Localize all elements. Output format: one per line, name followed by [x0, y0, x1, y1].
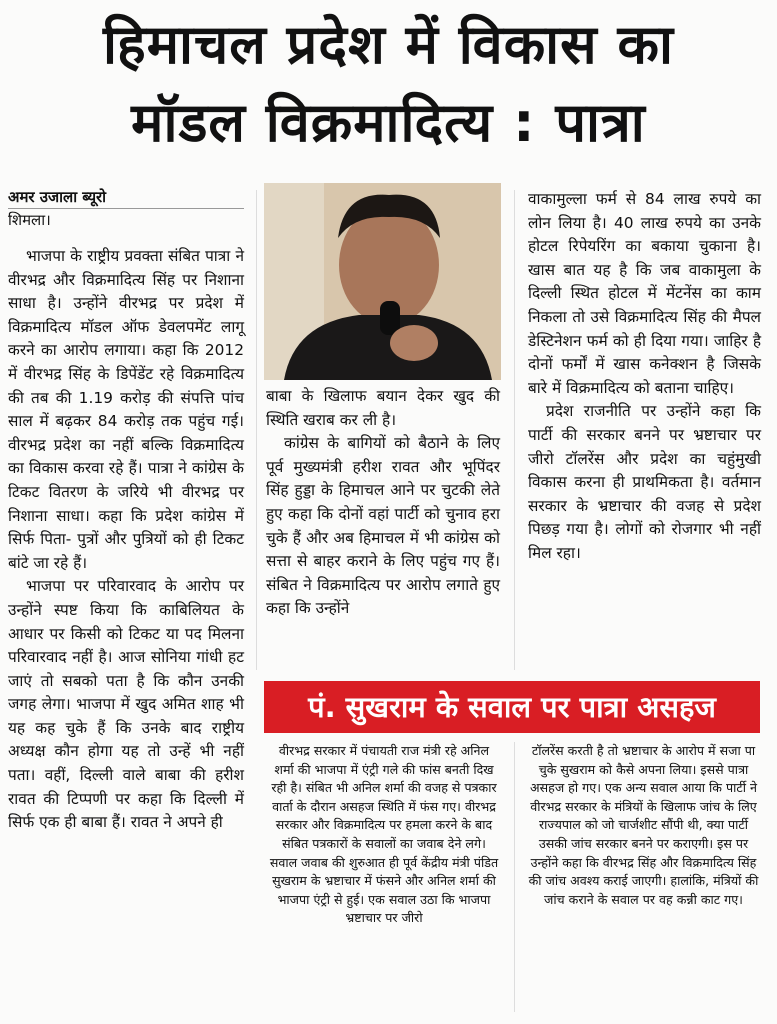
col2-paragraph-2: कांग्रेस के बागियों को बैठाने के लिए पूर्व मुख्यमंत्री हरीश रावत और भूपिंदर सिंह हुड्डा के हिमाचल आने पर चुटकी लेते हुए कहा कि दोनों वहां पार्टी को चुनाव हरा चुके हैं और अब हिमाचल में भी कांग्रेस को सत्ता से बाहर कराने के लिए पहुंच गए हैं। संबित ने विक्रमादित्य पर आरोप लगाते हुए कहा कि उन्होंने	[266, 434, 500, 618]
column-1	[8, 186, 244, 835]
sub-column-1: वीरभद्र सरकार में पंचायती राज मंत्री रहे अनिल शर्मा की भाजपा में एंट्री गले की फांस बनती दिख रही है। संबित भी अनिल शर्मा की वजह से पत्रकार वार्ता के दौरान असहज स्थिति में फंस गए। वीरभद्र सरकार और विक्रमादित्य पर हमला करने के बाद संबित पत्रकारों के सवालों का जवाब देने लगे। सवाल जवाब की शुरुआत ही पूर्व केंद्रीय मंत्री पंडित सुखराम के भ्रष्टाचार में फंसने और अनिल शर्मा की भाजपा एंट्री से हुई। एक सवाल उठा कि भाजपा भ्रष्टाचार पर जीरो	[269, 743, 499, 926]
column-divider-3	[514, 742, 515, 1012]
col1-paragraph-1: भाजपा के राष्ट्रीय प्रवक्ता संबित पात्रा ने वीरभद्र और विक्रमादित्य सिंह पर निशाना साधा है। उन्होंने वीरभद्र पर प्रदेश में विक्रमादित्य मॉडल ऑफ डेवलपमेंट लागू करने का आरोप लगाया। कहा कि 2012 में वीरभद्र सिंह के डिपेंडेंट रहे विक्रमादित्य की तब की 1.19 करोड़ की संपत्ति पांच साल में बढ़कर 84 करोड़ तक पहुंच गई। वीरभद्र प्रदेश का नहीं बल्कि विक्रमादित्य का विकास करवा रहे हैं। पात्रा ने कांग्रेस के टिकट वितरण के जरिये भी वीरभद्र पर निशाना साधा। कहा कि प्रदेश कांग्रेस में सिर्फ पिता- पुत्रों और पुत्रियों को ही टिकट बांटे जा रहे हैं।	[8, 247, 244, 572]
headline	[0, 6, 777, 162]
col1-paragraph-2: भाजपा पर परिवारवाद के आरोप पर उन्होंने स्पष्ट किया कि काबिलियत के आधार पर किसी को टिकट या पद मिलना परिवारवाद नहीं है। आज सोनिया गांधी हट जाएं तो सबको पता है कि कौन उनकी जगह लेगा। भाजपा में खुद अमित शाह भी यह कह चुके हैं कि उनके बाद राष्ट्रीय अध्यक्ष कौन होगा यह तो उन्हें भी नहीं पता। वहीं, दिल्ली वाले बाबा की हरीश रावत की टिप्पणी पर कहा कि दिल्ली में सिर्फ एक ही बाबा हैं। रावत ने अपने ही	[8, 577, 244, 832]
dateline: शिमला।	[8, 211, 51, 229]
column-2	[266, 385, 500, 621]
headline-line-1: हिमाचल प्रदेश में विकास का	[103, 13, 674, 76]
speaker-photo	[264, 183, 501, 380]
column-3	[528, 188, 761, 566]
col2-paragraph-1: बाबा के खिलाफ बयान देकर खुद की स्थिति खराब कर ली है।	[266, 387, 500, 429]
column-divider-1	[256, 190, 257, 670]
subhead-banner: पं. सुखराम के सवाल पर पात्रा असहज	[264, 681, 760, 733]
sub-column-2: टॉलरेंस करती है तो भ्रष्टाचार के आरोप में सजा पा चुके सुखराम को कैसे अपना लिया। इससे पात्रा असहज हो गए। एक अन्य सवाल आया कि पार्टी ने वीरभद्र सरकार के मंत्रियों के खिलाफ जांच के लिए राज्यपाल को जो चार्जशीट सौंपी थी, क्या पार्टी उसकी जांच सरकार बनने पर कराएगी। इस पर उन्होंने कहा कि वीरभद्र सिंह और विक्रमादित्य सिंह की जांच अवश्य कराई जाएगी। हालांकि, मंत्रियों की जांच कराने के सवाल पर वह कन्नी काट गए।	[528, 743, 759, 907]
col3-paragraph-1: वाकामुल्ला फर्म से 84 लाख रुपये का लोन लिया है। 40 लाख रुपये का उनके होटल रिपेयरिंग का बकाया चुकाना है। खास बात यह है कि जब वाकामुला के दिल्ली स्थित होटल में मेंटनेंस का काम निकला तो उसे विक्रमादित्य सिंह की मैपल डेस्टिनेशन फर्म को ही दिया गया। जाहिर है दोनों फर्मों में खास कनेक्शन है जिसके बारे में विक्रमादित्य को बताना चाहिए।	[528, 190, 761, 397]
byline: अमर उजाला ब्यूरो	[8, 186, 244, 209]
column-divider-2	[514, 190, 515, 670]
headline-line-2: मॉडल विक्रमादित्य : पात्रा	[131, 91, 646, 154]
speaker-photo-illustration	[264, 183, 501, 380]
col3-paragraph-2: प्रदेश राजनीति पर उन्होंने कहा कि पार्टी की सरकार बनने पर भ्रष्टाचार पर जीरो टॉलरेंस और प्रदेश का चहुंमुखी विकास करना ही प्राथमिकता है। वर्तमान सरकार के भ्रष्टाचार की वजह से प्रदेश पिछड़ गया है। लोगों को रोजगार भी नहीं मिल रहा।	[528, 402, 761, 562]
